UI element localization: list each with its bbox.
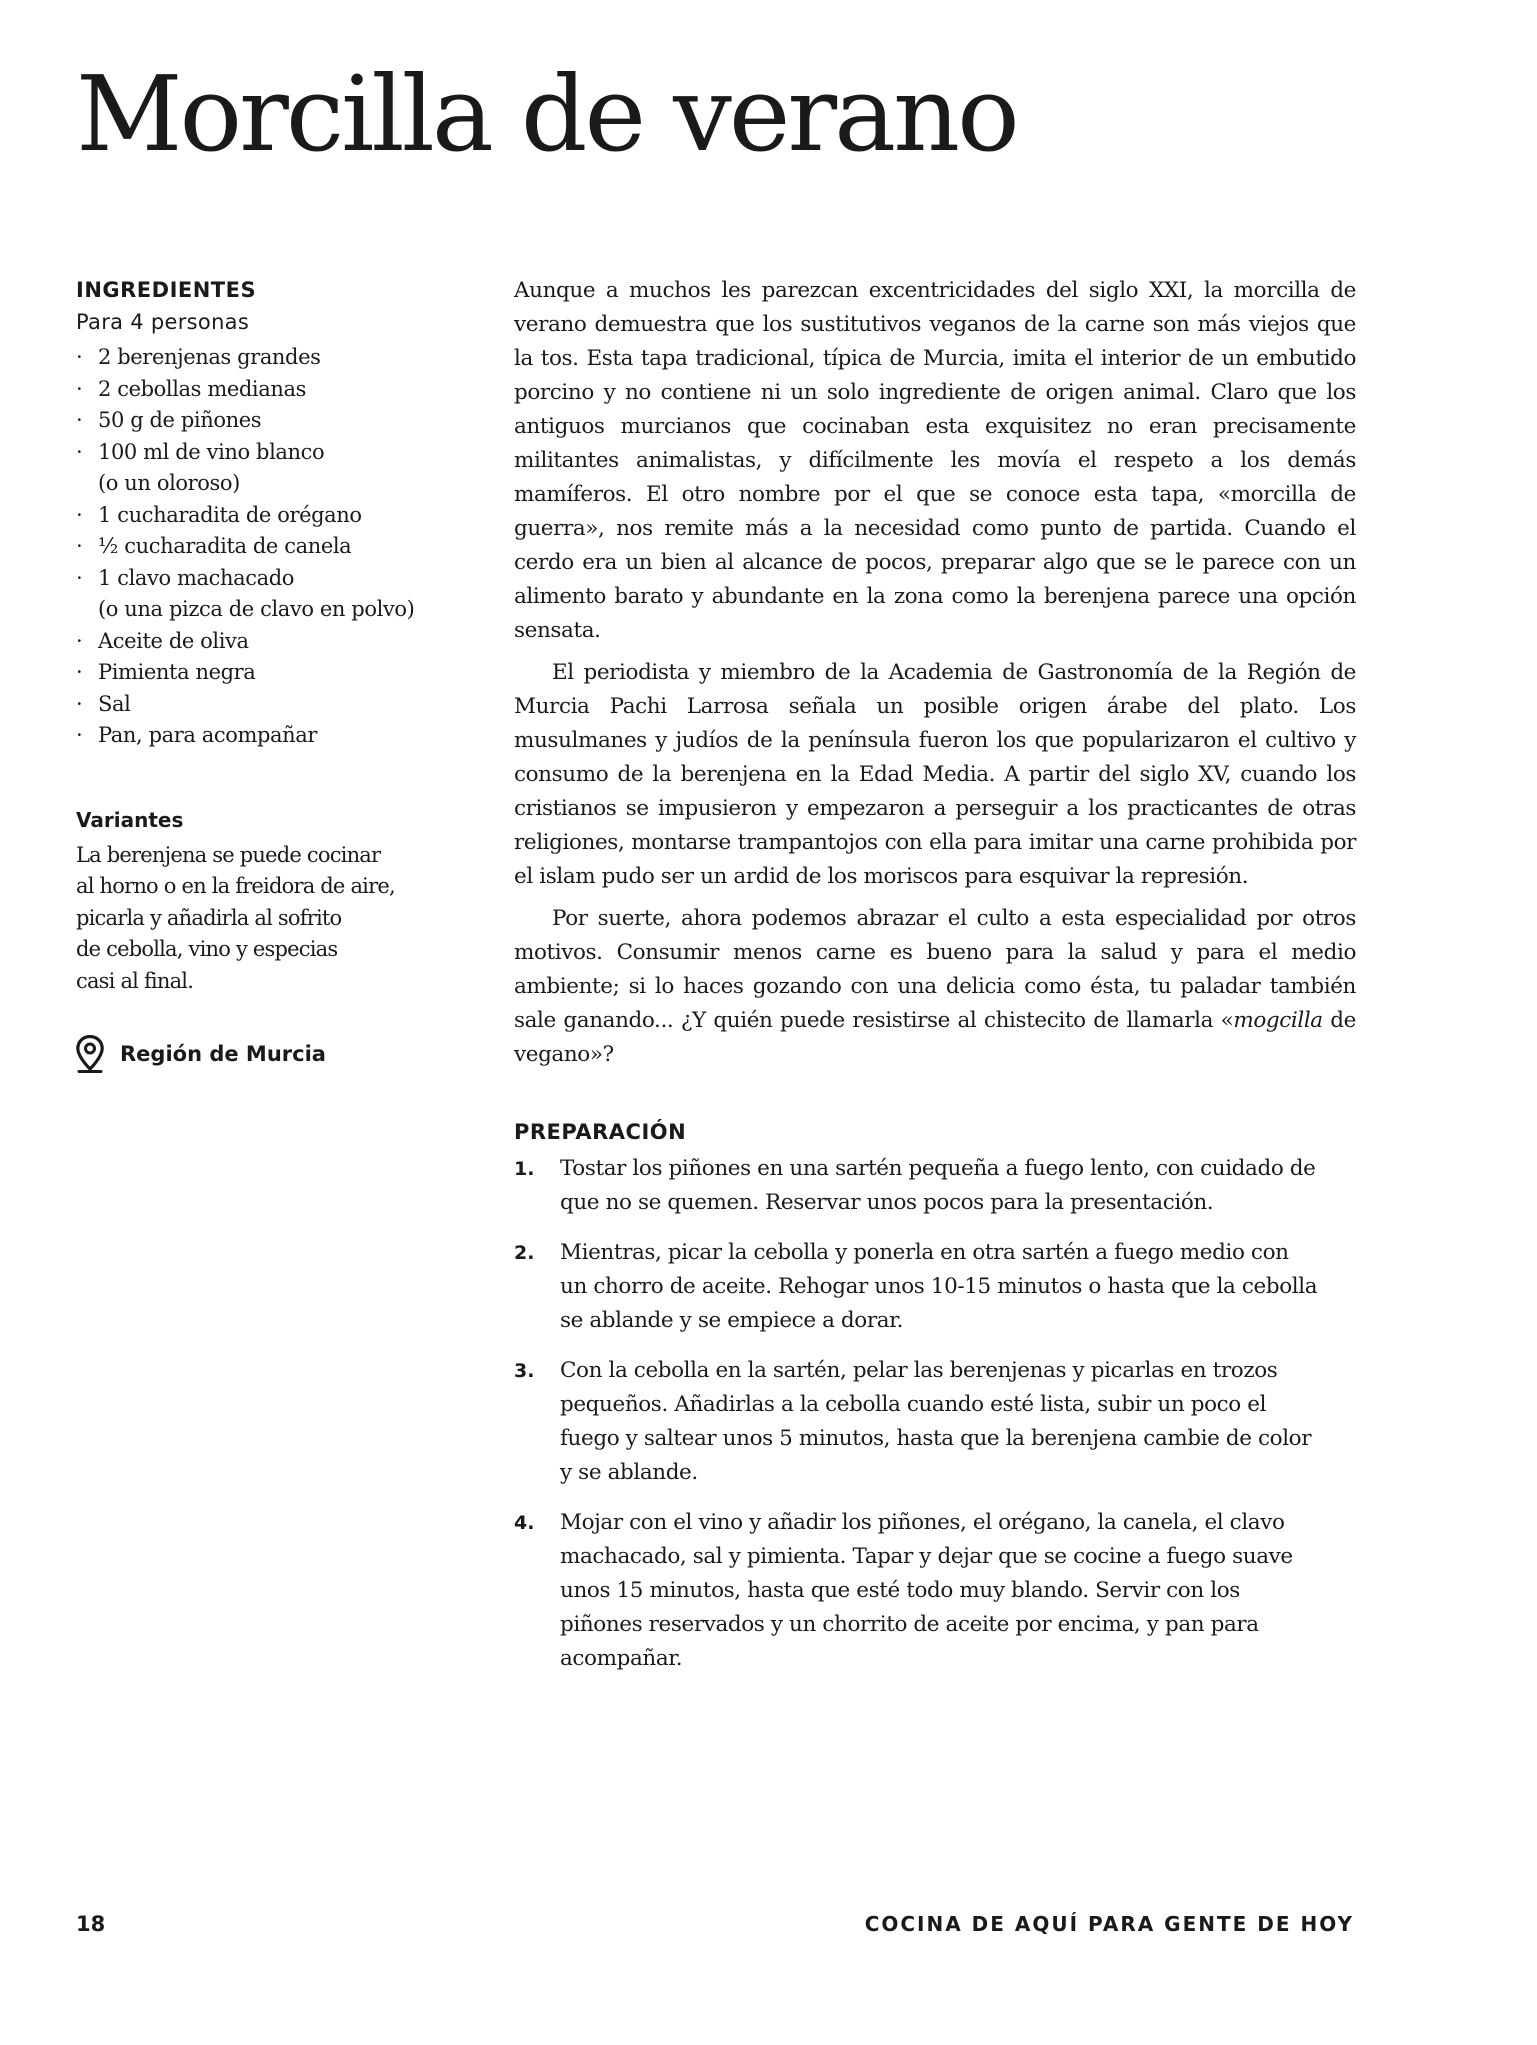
- step-item: [514, 1152, 1356, 1220]
- main-column: [514, 274, 1356, 1692]
- ingredient-item: · 100 ml de vino blanco: [76, 437, 486, 469]
- page-title: Morcilla de verano: [76, 53, 1017, 175]
- step-number: 1.: [514, 1158, 535, 1180]
- ingredient-item: · 1 clavo machacado: [76, 563, 486, 595]
- step-item: [514, 1236, 1356, 1338]
- ingredient-item: · Pan, para acompañar: [76, 720, 486, 752]
- book-title: COCINA DE AQUÍ PARA GENTE DE HOY: [864, 1912, 1354, 1936]
- ingredient-item: · 1 cucharadita de orégano: [76, 500, 486, 532]
- preparation-heading: PREPARACIÓN: [514, 1120, 687, 1144]
- ingredient-item-continuation: (o una pizca de clavo en polvo): [98, 597, 415, 621]
- location-pin-icon: [76, 1035, 104, 1073]
- step-text: Mientras, picar la cebolla y ponerla en otra sartén a fuego medio con un chorro de aceite. Rehogar unos 10-15 minutos o hasta que la cebolla se ablande y se empiece a dorar.: [560, 1240, 1318, 1333]
- ingredients-heading: INGREDIENTES: [76, 278, 257, 302]
- sidebar-column: [76, 274, 486, 1073]
- ingredient-item: · 50 g de piñones: [76, 405, 486, 437]
- variantes-text: La berenjena se puede cocinar al horno o en la freidora de aire, picarla y añadirla al sofrito de cebolla, vino y especias casi al final.: [76, 842, 395, 993]
- ingredient-item: · ½ cucharadita de canela: [76, 531, 486, 563]
- ingredient-item-continuation: (o un oloroso): [98, 471, 240, 495]
- intro-text-span: Por suerte, ahora podemos abrazar el culto a esta especialidad por otros motivos. Consumir menos carne es bueno para la salud y para el medio ambiente; si lo haces gozando con una delicia como ésta, tu paladar también sale ganando... ¿Y quién puede resistirse al chistecito de llamarla «: [514, 906, 1356, 1033]
- ingredient-item: · Pimienta negra: [76, 657, 486, 689]
- intro-text-span: de vegano»?: [514, 1008, 1356, 1067]
- ingredient-item: · Sal: [76, 689, 486, 721]
- ingredients-list: [76, 342, 486, 752]
- ingredient-item: · Aceite de oliva: [76, 626, 486, 658]
- step-text: Con la cebolla en la sartén, pelar las berenjenas y picarlas en trozos pequeños. Añadirlas a la cebolla cuando esté lista, subir un poco el fuego y saltear unos 5 minutos, hasta que la berenjena cambie de color y se ablande.: [560, 1358, 1312, 1485]
- step-number: 3.: [514, 1360, 535, 1382]
- step-item: [514, 1506, 1356, 1676]
- step-item: [514, 1354, 1356, 1490]
- ingredient-item: · 2 cebollas medianas: [76, 374, 486, 406]
- servings-label: Para 4 personas: [76, 310, 250, 334]
- intro-paragraph: El periodista y miembro de la Academia de Gastronomía de la Región de Murcia Pachi Larrosa señala un posible origen árabe del plato. Los musulmanes y judíos de la península fueron los que popularizaron el cultivo y consumo de la berenjena en la Edad Media. A partir del siglo XV, cuando los cristianos se impusieron y empezaron a perseguir a los practicantes de otras religiones, montarse trampantojos con ella para imitar una carne prohibida por el islam pudo ser un ardid de los moriscos para esquivar la represión.: [514, 660, 1356, 889]
- step-number: 2.: [514, 1242, 535, 1264]
- italic-term: mogcilla: [1233, 1008, 1323, 1033]
- intro-paragraph: [514, 902, 1356, 1072]
- page-number: 18: [76, 1912, 106, 1936]
- intro-text: [514, 274, 1356, 1072]
- region-label: Región de Murcia: [120, 1042, 326, 1066]
- variantes-heading: Variantes: [76, 807, 184, 832]
- region-tag: [76, 1035, 486, 1073]
- ingredient-item: · 2 berenjenas grandes: [76, 342, 486, 374]
- step-text: Tostar los piñones en una sartén pequeña a fuego lento, con cuidado de que no se quemen. Reservar unos pocos para la presentación.: [560, 1156, 1316, 1215]
- step-number: 4.: [514, 1512, 535, 1534]
- intro-paragraph: Aunque a muchos les parezcan excentricidades del siglo XXI, la morcilla de verano demuestra que los sustitutivos veganos de la carne son más viejos que la tos. Esta tapa tradicional, típica de Murcia, imita el interior de un embutido porcino y no contiene ni un solo ingrediente de origen animal. Claro que los antiguos murcianos que cocinaban esta exquisitez no eran precisamente militantes animalistas, y difícilmente les movía el respeto a los demás mamíferos. El otro nombre por el que se conoce esta tapa, «morcilla de guerra», nos remite más a la necesidad como punto de partida. Cuando el cerdo era un bien al alcance de pocos, preparar algo que se le parece con un alimento barato y abundante en la zona como la berenjena parece una opción sensata.: [514, 278, 1356, 643]
- preparation-steps: [514, 1152, 1356, 1676]
- step-text: Mojar con el vino y añadir los piñones, el orégano, la canela, el clavo machacado, sal y pimienta. Tapar y dejar que se cocine a fuego suave unos 15 minutos, hasta que esté todo muy blando. Servir con los piñones reservados y un chorrito de aceite por encima, y pan para acompañar.: [560, 1510, 1293, 1671]
